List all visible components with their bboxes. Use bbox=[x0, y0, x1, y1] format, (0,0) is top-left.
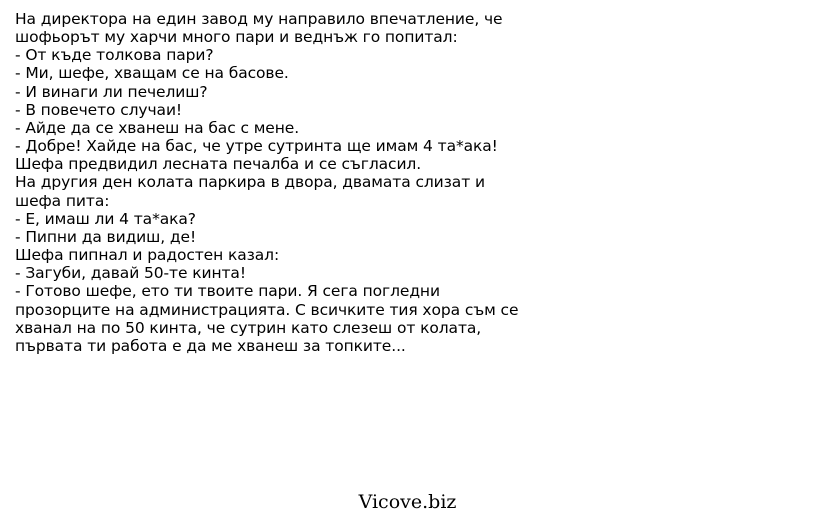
joke-line: шефа пита: bbox=[15, 191, 110, 210]
joke-line: - От къде толкова пари? bbox=[15, 46, 214, 65]
joke-line: - Добре! Хайде на бас, че утре сутринта ще имам 4 та*ака! bbox=[15, 137, 498, 156]
joke-line: - Готово шефе, ето ти твоите пари. Я сега погледни bbox=[15, 282, 440, 301]
joke-line: На другия ден колата паркира в двора, двамата слизат и bbox=[15, 173, 485, 192]
joke-line: хванал на по 50 кинта, че сутрин като слезеш от колата, bbox=[15, 318, 482, 337]
joke-line: - Пипни да видиш, де! bbox=[15, 227, 197, 246]
joke-line: - Ми, шефе, хващам се на басове. bbox=[15, 64, 289, 83]
joke-line: шофьорът му харчи много пари и веднъж го попитал: bbox=[15, 28, 458, 47]
joke-line: - В повечето случаи! bbox=[15, 100, 183, 119]
joke-line: - И винаги ли печелиш? bbox=[15, 82, 208, 101]
joke-line: - Айде да се хванеш на бас с мене. bbox=[15, 118, 300, 137]
joke-line: На директора на един завод му направило впечатление, че bbox=[15, 10, 503, 28]
joke-text bbox=[15, 10, 805, 355]
joke-line: Шефа пипнал и радостен казал: bbox=[15, 246, 280, 265]
joke-line: - Загуби, давай 50-те кинта! bbox=[15, 264, 246, 283]
joke-line: прозорците на администрацията. С всичките тия хора съм се bbox=[15, 300, 519, 319]
joke-line: - Е, имаш ли 4 та*ака? bbox=[15, 209, 196, 228]
site-watermark: Vicove.biz bbox=[358, 491, 457, 513]
joke-line: първата ти работа е да ме хванеш за топките... bbox=[15, 336, 406, 355]
joke-line: Шефа предвидил лесната печалба и се съгласил. bbox=[15, 155, 422, 174]
